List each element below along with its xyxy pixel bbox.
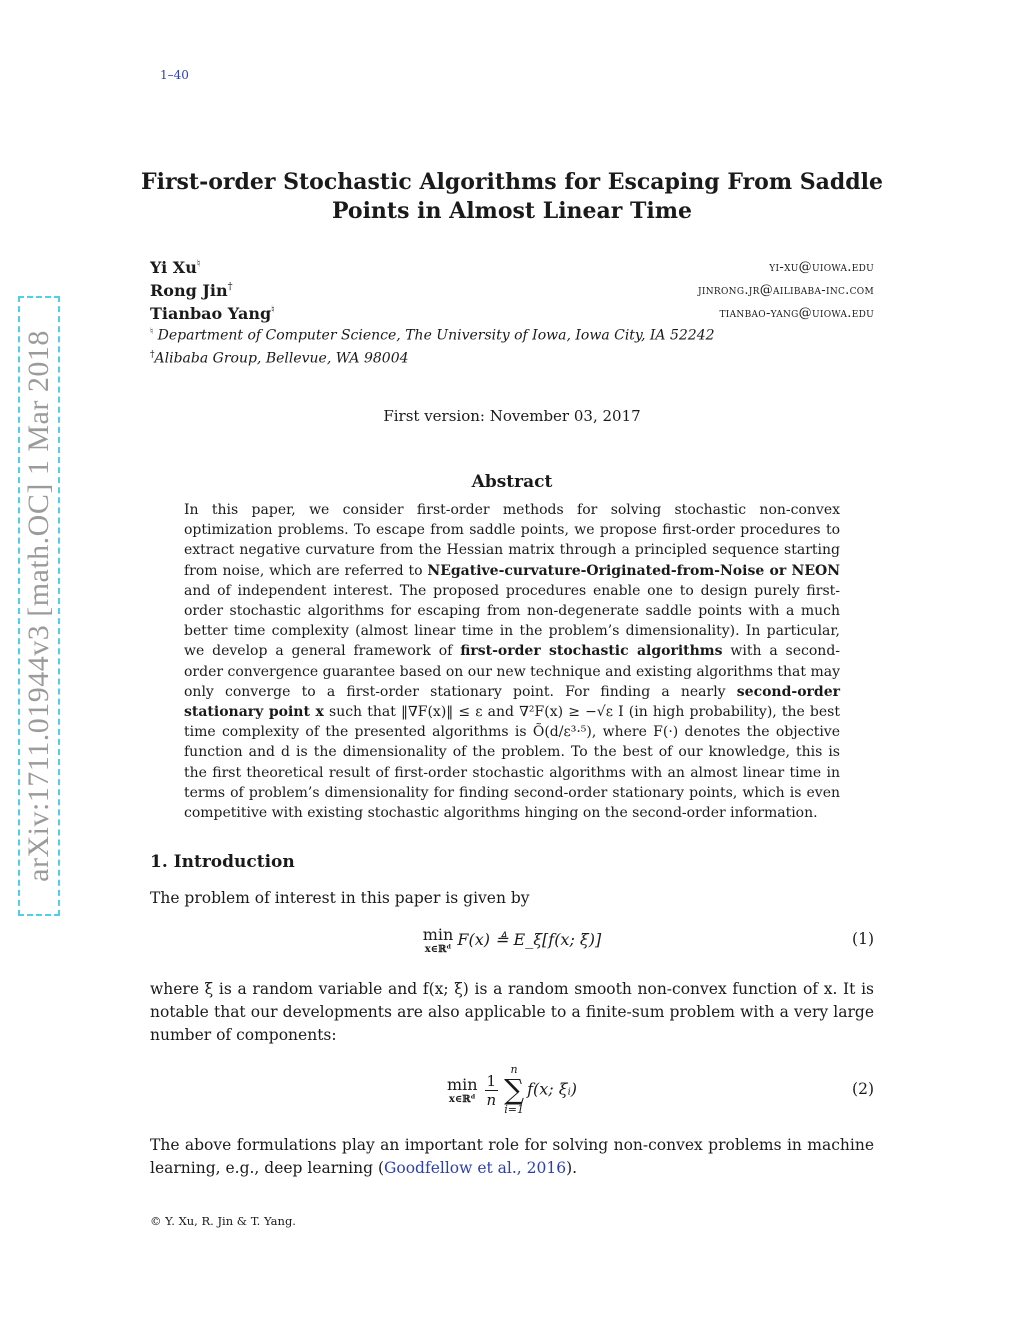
copyright: © Y. Xu, R. Jin & T. Yang. [150, 1214, 296, 1228]
equation-number: (1) [852, 930, 874, 948]
author-row [150, 281, 874, 303]
citation-link[interactable]: Goodfellow et al., 2016 [384, 1159, 567, 1177]
author-name: Tianbao Yang♮ [150, 304, 275, 323]
page-range: 1–40 [160, 68, 189, 82]
author-name: Yi Xu♮ [150, 258, 201, 277]
affiliation: ♮ Department of Computer Science, The University of Iowa, Iowa City, IA 52242 [150, 327, 715, 344]
equation-number: (2) [852, 1080, 874, 1098]
fraction: $\frac{1}{n}$ [486, 1071, 497, 1109]
equation-2 [150, 1064, 874, 1124]
paragraph: where ξ is a random variable and f(x; ξ) is a random smooth non-convex function of x. It is notable that our developments are also applicable to a finite-sum problem with a very large number of components: [150, 980, 874, 1044]
author-row [150, 258, 874, 280]
paragraph: The above formulations play an important role for solving non-convex problems in machine learning, e.g., deep learning (Goodfellow et al., 2016). [150, 1136, 874, 1177]
author-email[interactable]: jinrong.jr@ailibaba-inc.com [697, 283, 874, 298]
equation-expression: f(x; ξᵢ) [527, 1079, 578, 1099]
version-line: First version: November 03, 2017 [383, 407, 641, 425]
section-heading: 1. Introduction [150, 852, 295, 872]
min-operator: min x∈ℝᵈ [422, 925, 454, 955]
author-row [150, 304, 874, 326]
abstract-heading: Abstract [471, 472, 553, 492]
intro-paragraph: The problem of interest in this paper is given by [150, 889, 530, 907]
equation-expression: F(x) ≜ E_ξ[f(x; ξ)] [457, 930, 602, 949]
author-email[interactable]: yi-xu@uiowa.edu [769, 260, 874, 275]
min-operator: min x∈ℝᵈ [446, 1074, 478, 1105]
paper-title: First-order Stochastic Algorithms for Escaping From Saddle Points in Almost Linear Time [140, 169, 884, 224]
summation: n ∑ i=1 [504, 1063, 525, 1116]
author-name: Rong Jin† [150, 281, 233, 300]
arxiv-stamp-text: arXiv:1711.01944v3 [math.OC] 1 Mar 2018 [22, 330, 55, 882]
affiliation: †Alibaba Group, Bellevue, WA 98004 [150, 350, 409, 367]
abstract-body: In this paper, we consider first-order methods for solving stochastic non-convex optimization problems. To escape from saddle points, we propose first-order procedures to extract negative curvature from the Hessian matrix through a principled sequence starting from noise, which are referred to NEgative-curvature-Originated-from-Noise or NEON and of independent interest. The proposed procedures enable one to design purely first-order stochastic algorithms for escaping from non-degenerate saddle points with a much better time complexity (almost linear time in the problem’s dimensionality). In particular, we develop a general framework of first-order stochastic algorithms with a second-order convergence guarantee based on our new technique and existing algorithms that may only converge to a first-order stationary point. For finding a nearly second-order stationary point x such that ‖∇F(x)‖ ≤ ε and ∇²F(x) ≥ −√ε I (in high probability), the best time complexity of the presented algorithms is Õ(d/ε³·⁵), where F(·) denotes the objective function and d is the dimensionality of the problem. To the best of our knowledge, this is the first theoretical result of first-order stochastic algorithms with an almost linear time in terms of problem’s dimensionality for finding second-order stationary points, which is even competitive with existing stochastic algorithms hinging on the second-order information. [184, 502, 841, 822]
equation-1 [150, 922, 874, 966]
author-email[interactable]: tianbao-yang@uiowa.edu [719, 306, 874, 321]
arxiv-stamp[interactable] [18, 296, 60, 916]
